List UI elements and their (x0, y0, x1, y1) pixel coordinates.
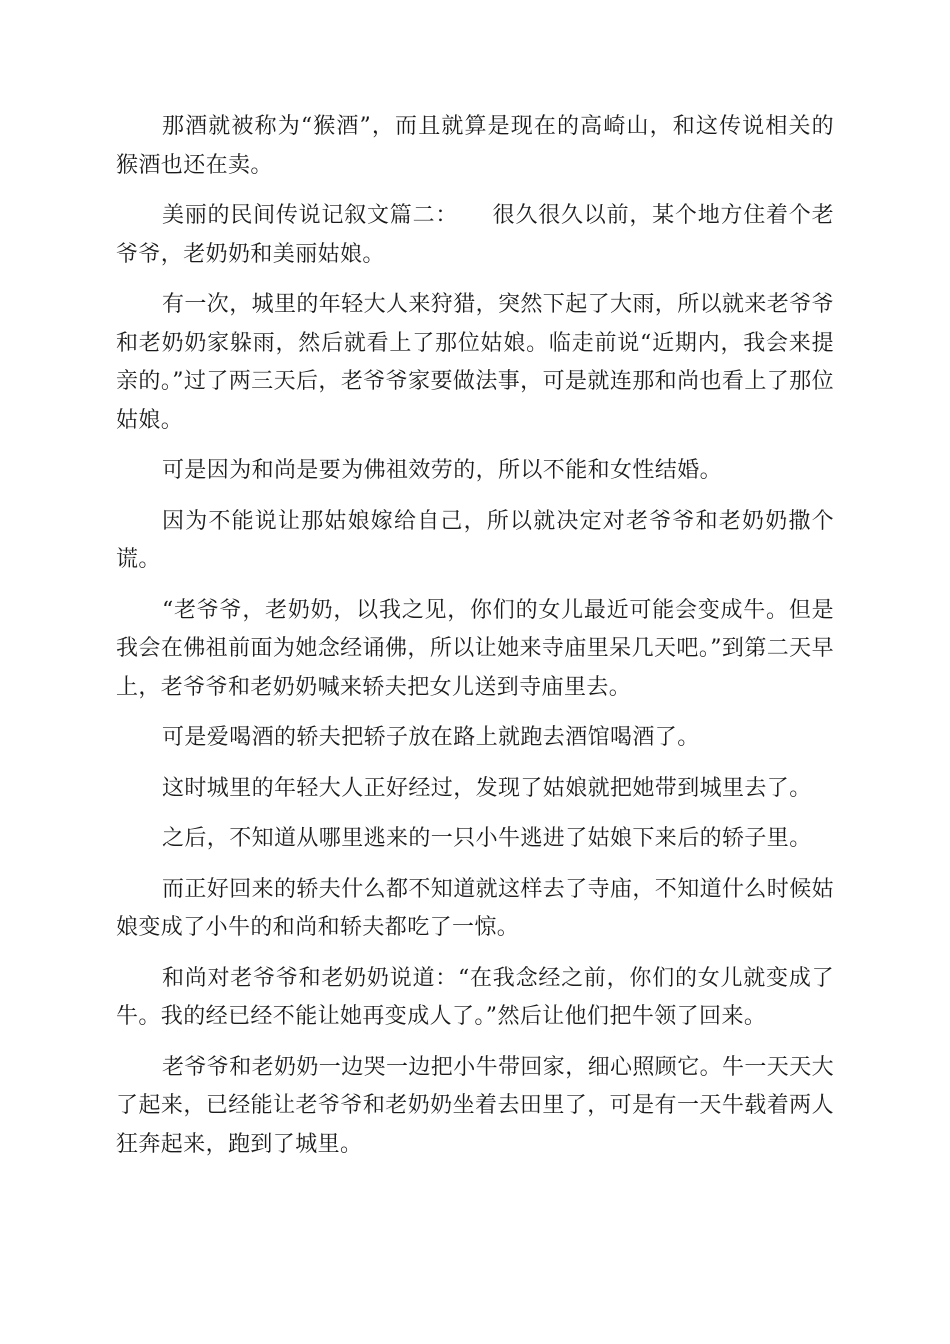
paragraph-4: 可是因为和尚是要为佛祖效劳的，所以不能和女性结婚。 (162, 458, 723, 483)
paragraph-3: 有一次，城里的年轻大人来狩猎，突然下起了大雨，所以就来老爷爷和老奶奶家躲雨，然后就看上了那位姑娘。临走前说“近期内，我会来提亲的。”过了两三天后，老爷爷家要做法事，可是就连那和尚也看上了那位姑娘。 (116, 292, 835, 433)
paragraph-6: “老爷爷，老奶奶，以我之见，你们的女儿最近可能会变成牛。但是我会在佛祖前面为她念经诵佛，所以让她来寺庙里呆几天吧。”到第二天早上，老爷爷和老奶奶喊来轿夫把女儿送到寺庙里去。 (116, 597, 834, 700)
paragraph-7: 可是爱喝酒的轿夫把轿子放在路上就跑去酒馆喝酒了。 (162, 725, 700, 750)
paragraph-8: 这时城里的年轻大人正好经过，发现了姑娘就把她带到城里去了。 (162, 775, 812, 801)
paragraph-12: 老爷爷和老奶奶一边哭一边把小牛带回家，细心照顾它。牛一天天大了起来，已经能让老爷爷和老奶奶坐着去田里了，可是有一天牛载着两人狂奔起来，跑到了城里。 (116, 1054, 835, 1157)
paragraph-9: 之后，不知道从哪里逃来的一只小牛逃进了姑娘下来后的轿子里。 (162, 826, 812, 851)
document-body (116, 108, 834, 1176)
paragraph-5: 因为不能说让那姑娘嫁给自己，所以就决定对老爷爷和老奶奶撒个谎。 (116, 508, 834, 572)
paragraph-1: 那酒就被称为“猴酒”，而且就算是现在的高崎山，和这传说相关的猴酒也还在卖。 (116, 114, 834, 178)
paragraph-2: 美丽的民间传说记叙文篇二： 很久很久以前，某个地方住着个老爷爷，老奶奶和美丽姑娘。 (116, 203, 834, 267)
paragraph-10: 而正好回来的轿夫什么都不知道就这样去了寺庙，不知道什么时候姑娘变成了小牛的和尚和轿夫都吃了一惊。 (116, 876, 835, 940)
paragraph-11: 和尚对老爷爷和老奶奶说道：“在我念经之前，你们的女儿就变成了牛。我的经已经不能让她再变成人了。”然后让他们把牛领了回来。 (116, 965, 834, 1029)
